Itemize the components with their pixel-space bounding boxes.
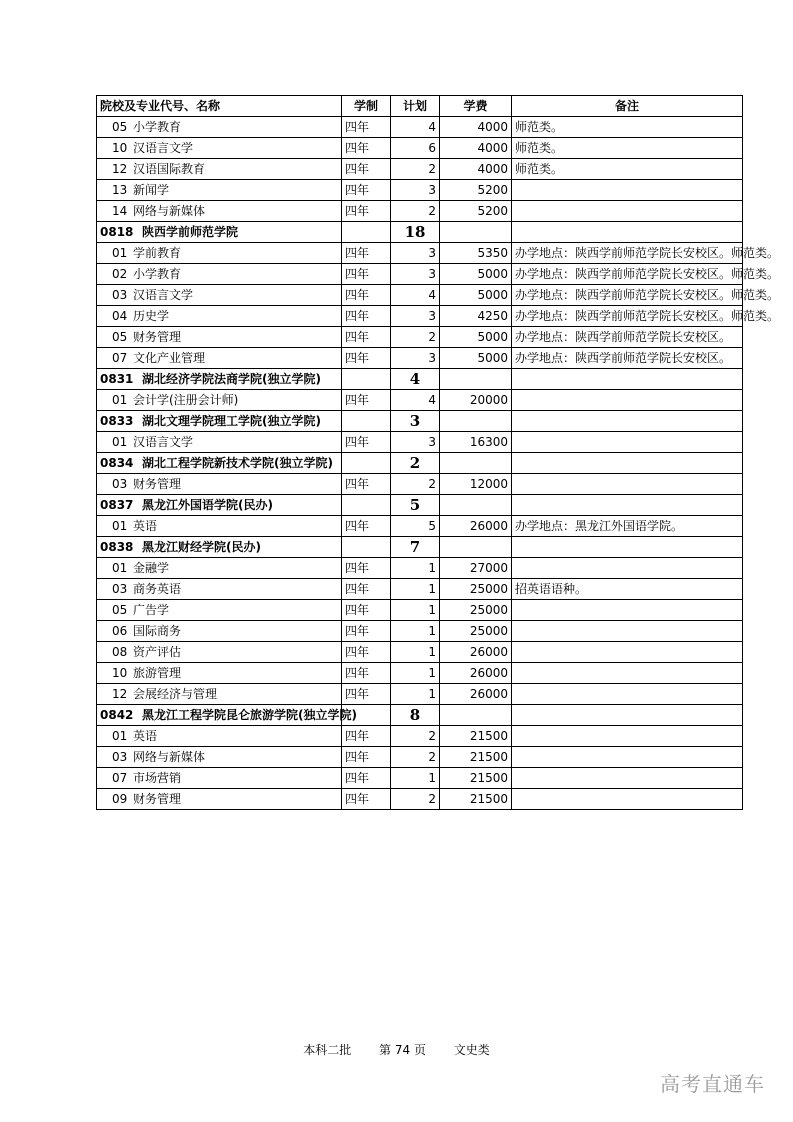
major-cell (97, 264, 342, 285)
major-name: 网络与新媒体 (133, 204, 206, 218)
plan-cell: 1 (391, 579, 440, 600)
major-code: 01 (112, 246, 128, 260)
school-code: 0842 (100, 708, 134, 722)
length-cell: 四年 (342, 432, 391, 453)
major-cell (97, 243, 342, 264)
major-row (97, 138, 743, 159)
major-code: 03 (112, 750, 128, 764)
major-name: 汉语言文学 (133, 435, 194, 449)
length-cell: 四年 (342, 579, 391, 600)
length-cell: 四年 (342, 243, 391, 264)
header-plan: 计划 (391, 96, 440, 117)
major-code: 01 (112, 729, 128, 743)
major-row (97, 327, 743, 348)
major-cell (97, 201, 342, 222)
length-cell: 四年 (342, 663, 391, 684)
plan-cell: 4 (391, 285, 440, 306)
major-row (97, 285, 743, 306)
page-footer (0, 1041, 793, 1058)
major-code: 09 (112, 792, 128, 806)
school-name: 陕西学前师范学院 (142, 225, 239, 239)
fee-cell: 12000 (440, 474, 512, 495)
major-name: 财务管理 (133, 477, 182, 491)
major-name: 历史学 (133, 309, 170, 323)
school-plan-cell: 4 (391, 369, 440, 390)
fee-cell: 20000 (440, 390, 512, 411)
note-cell: 办学地点：陕西学前师范学院长安校区。师范类。 (512, 306, 743, 327)
major-cell (97, 159, 342, 180)
major-cell (97, 117, 342, 138)
school-row (97, 222, 743, 243)
note-cell (512, 474, 743, 495)
length-cell: 四年 (342, 684, 391, 705)
footer-batch: 本科二批 (303, 1043, 352, 1057)
major-code: 10 (112, 141, 128, 155)
footer-page-number: 第 74 页 (379, 1043, 426, 1057)
major-cell (97, 285, 342, 306)
major-cell (97, 516, 342, 537)
plan-cell: 6 (391, 138, 440, 159)
plan-cell: 3 (391, 432, 440, 453)
school-plan-cell: 8 (391, 705, 440, 726)
plan-cell: 2 (391, 201, 440, 222)
fee-cell: 21500 (440, 747, 512, 768)
major-name: 广告学 (133, 603, 170, 617)
major-row (97, 663, 743, 684)
major-code: 04 (112, 309, 128, 323)
major-code: 07 (112, 771, 128, 785)
fee-cell: 5200 (440, 180, 512, 201)
major-row (97, 747, 743, 768)
major-name: 旅游管理 (133, 666, 182, 680)
length-cell: 四年 (342, 747, 391, 768)
major-cell (97, 621, 342, 642)
fee-cell: 4000 (440, 117, 512, 138)
fee-cell: 21500 (440, 726, 512, 747)
length-cell: 四年 (342, 516, 391, 537)
major-row (97, 432, 743, 453)
note-cell (512, 747, 743, 768)
plan-cell: 2 (391, 726, 440, 747)
major-cell (97, 747, 342, 768)
major-code: 01 (112, 519, 128, 533)
fee-cell: 25000 (440, 600, 512, 621)
note-cell: 办学地点：黑龙江外国语学院。 (512, 516, 743, 537)
major-code: 05 (112, 120, 128, 134)
major-row (97, 306, 743, 327)
fee-cell: 5200 (440, 201, 512, 222)
fee-cell (440, 222, 512, 243)
plan-cell: 4 (391, 117, 440, 138)
major-name: 会展经济与管理 (133, 687, 218, 701)
plan-cell: 3 (391, 180, 440, 201)
length-cell (342, 222, 391, 243)
length-cell: 四年 (342, 789, 391, 810)
major-code: 05 (112, 330, 128, 344)
note-cell (512, 726, 743, 747)
plan-cell: 2 (391, 327, 440, 348)
fee-cell: 26000 (440, 663, 512, 684)
note-cell (512, 369, 743, 390)
note-cell (512, 180, 743, 201)
major-cell (97, 138, 342, 159)
length-cell: 四年 (342, 327, 391, 348)
major-row (97, 474, 743, 495)
major-row (97, 159, 743, 180)
major-row (97, 390, 743, 411)
length-cell: 四年 (342, 621, 391, 642)
fee-cell: 4000 (440, 159, 512, 180)
fee-cell (440, 705, 512, 726)
note-cell (512, 495, 743, 516)
school-name: 黑龙江工程学院昆仑旅游学院(独立学院) (142, 708, 357, 722)
major-cell (97, 180, 342, 201)
school-cell (97, 537, 342, 558)
note-cell: 师范类。 (512, 138, 743, 159)
note-cell (512, 411, 743, 432)
length-cell: 四年 (342, 138, 391, 159)
fee-cell: 5000 (440, 348, 512, 369)
major-cell (97, 579, 342, 600)
fee-cell: 26000 (440, 642, 512, 663)
major-cell (97, 684, 342, 705)
fee-cell: 5000 (440, 285, 512, 306)
major-row (97, 621, 743, 642)
major-code: 01 (112, 393, 128, 407)
major-name: 英语 (133, 519, 158, 533)
school-plan-cell: 18 (391, 222, 440, 243)
length-cell (342, 453, 391, 474)
major-code: 06 (112, 624, 128, 638)
length-cell: 四年 (342, 180, 391, 201)
length-cell: 四年 (342, 117, 391, 138)
school-name: 湖北经济学院法商学院(独立学院) (142, 372, 321, 386)
plan-cell: 1 (391, 684, 440, 705)
major-name: 财务管理 (133, 792, 182, 806)
note-cell: 办学地点：陕西学前师范学院长安校区。 (512, 348, 743, 369)
school-name: 黑龙江财经学院(民办) (142, 540, 261, 554)
major-row (97, 117, 743, 138)
fee-cell: 4250 (440, 306, 512, 327)
header-name: 院校及专业代号、名称 (97, 96, 342, 117)
school-cell (97, 705, 357, 726)
plan-cell: 4 (391, 390, 440, 411)
footer-category: 文史类 (453, 1043, 490, 1057)
note-cell (512, 684, 743, 705)
school-code: 0834 (100, 456, 134, 470)
note-cell: 招英语语种。 (512, 579, 743, 600)
length-cell: 四年 (342, 726, 391, 747)
major-name: 资产评估 (133, 645, 182, 659)
note-cell: 办学地点：陕西学前师范学院长安校区。师范类。 (512, 243, 743, 264)
major-cell (97, 306, 342, 327)
school-plan-cell: 5 (391, 495, 440, 516)
school-row (97, 705, 743, 726)
school-cell (97, 369, 342, 390)
plan-cell: 1 (391, 768, 440, 789)
major-code: 10 (112, 666, 128, 680)
major-cell (97, 390, 342, 411)
length-cell: 四年 (342, 474, 391, 495)
note-cell (512, 621, 743, 642)
length-cell: 四年 (342, 768, 391, 789)
major-name: 小学教育 (133, 120, 182, 134)
school-plan-cell: 2 (391, 453, 440, 474)
major-cell (97, 768, 342, 789)
major-row (97, 348, 743, 369)
note-cell (512, 768, 743, 789)
length-cell: 四年 (342, 264, 391, 285)
major-code: 05 (112, 603, 128, 617)
major-name: 汉语言文学 (133, 288, 194, 302)
plan-cell: 1 (391, 558, 440, 579)
school-cell (97, 411, 342, 432)
school-plan-cell: 7 (391, 537, 440, 558)
major-name: 英语 (133, 729, 158, 743)
major-cell (97, 432, 342, 453)
major-name: 网络与新媒体 (133, 750, 206, 764)
major-name: 汉语国际教育 (133, 162, 206, 176)
note-cell (512, 642, 743, 663)
major-name: 汉语言文学 (133, 141, 194, 155)
table-header-row (97, 96, 743, 117)
school-plan-cell: 3 (391, 411, 440, 432)
major-name: 市场营销 (133, 771, 182, 785)
note-cell (512, 663, 743, 684)
fee-cell: 4000 (440, 138, 512, 159)
major-cell (97, 348, 342, 369)
major-name: 金融学 (133, 561, 170, 575)
major-row (97, 264, 743, 285)
plan-cell: 2 (391, 789, 440, 810)
fee-cell: 5000 (440, 327, 512, 348)
note-cell (512, 789, 743, 810)
plan-cell: 2 (391, 747, 440, 768)
major-row (97, 768, 743, 789)
school-row (97, 537, 743, 558)
fee-cell: 5000 (440, 264, 512, 285)
length-cell: 四年 (342, 201, 391, 222)
major-code: 01 (112, 435, 128, 449)
plan-cell: 3 (391, 243, 440, 264)
major-code: 03 (112, 288, 128, 302)
length-cell: 四年 (342, 642, 391, 663)
fee-cell (440, 495, 512, 516)
school-cell (97, 453, 342, 474)
major-row (97, 243, 743, 264)
major-code: 03 (112, 582, 128, 596)
note-cell: 办学地点：陕西学前师范学院长安校区。 (512, 327, 743, 348)
major-row (97, 201, 743, 222)
length-cell (342, 369, 391, 390)
length-cell (342, 495, 391, 516)
length-cell: 四年 (342, 306, 391, 327)
school-code: 0818 (100, 225, 134, 239)
header-length: 学制 (342, 96, 391, 117)
school-code: 0838 (100, 540, 134, 554)
major-name: 会计学(注册会计师) (133, 393, 239, 407)
plan-cell: 3 (391, 264, 440, 285)
major-name: 商务英语 (133, 582, 182, 596)
fee-cell: 5350 (440, 243, 512, 264)
major-code: 02 (112, 267, 128, 281)
major-code: 03 (112, 477, 128, 491)
length-cell (342, 411, 391, 432)
major-row (97, 180, 743, 201)
school-code: 0833 (100, 414, 134, 428)
major-cell (97, 327, 342, 348)
major-row (97, 600, 743, 621)
major-row (97, 684, 743, 705)
fee-cell: 21500 (440, 768, 512, 789)
school-cell (97, 222, 342, 243)
fee-cell: 26000 (440, 684, 512, 705)
major-row (97, 579, 743, 600)
major-name: 学前教育 (133, 246, 182, 260)
school-code: 0831 (100, 372, 134, 386)
school-name: 湖北文理学院理工学院(独立学院) (142, 414, 321, 428)
major-code: 13 (112, 183, 128, 197)
plan-cell: 2 (391, 159, 440, 180)
plan-cell: 2 (391, 474, 440, 495)
note-cell (512, 558, 743, 579)
fee-cell (440, 411, 512, 432)
major-name: 文化产业管理 (133, 351, 206, 365)
length-cell (342, 537, 391, 558)
note-cell (512, 390, 743, 411)
plan-cell: 1 (391, 600, 440, 621)
major-row (97, 789, 743, 810)
plan-cell: 1 (391, 621, 440, 642)
length-cell: 四年 (342, 348, 391, 369)
enrollment-plan-table (96, 95, 780, 810)
fee-cell: 16300 (440, 432, 512, 453)
major-row (97, 516, 743, 537)
major-code: 08 (112, 645, 128, 659)
length-cell: 四年 (342, 285, 391, 306)
note-cell (512, 201, 743, 222)
note-cell: 师范类。 (512, 159, 743, 180)
plan-cell: 1 (391, 642, 440, 663)
fee-cell (440, 369, 512, 390)
major-row (97, 726, 743, 747)
major-cell (97, 558, 342, 579)
major-cell (97, 726, 342, 747)
major-cell (97, 642, 342, 663)
header-note: 备注 (512, 96, 743, 117)
school-code: 0837 (100, 498, 134, 512)
school-row (97, 453, 743, 474)
watermark: 高考直通车 (660, 1072, 765, 1096)
major-cell (97, 663, 342, 684)
major-cell (97, 474, 342, 495)
plan-cell: 3 (391, 348, 440, 369)
length-cell: 四年 (342, 600, 391, 621)
length-cell: 四年 (342, 159, 391, 180)
note-cell: 办学地点：陕西学前师范学院长安校区。师范类。 (512, 285, 743, 306)
school-name: 黑龙江外国语学院(民办) (142, 498, 273, 512)
school-row (97, 369, 743, 390)
major-cell (97, 789, 342, 810)
note-cell (512, 537, 743, 558)
note-cell (512, 705, 743, 726)
fee-cell: 25000 (440, 621, 512, 642)
note-cell (512, 432, 743, 453)
school-row (97, 495, 743, 516)
major-name: 财务管理 (133, 330, 182, 344)
note-cell (512, 453, 743, 474)
fee-cell: 26000 (440, 516, 512, 537)
plan-cell: 5 (391, 516, 440, 537)
major-row (97, 642, 743, 663)
major-code: 12 (112, 162, 128, 176)
note-cell (512, 600, 743, 621)
header-fee: 学费 (440, 96, 512, 117)
major-name: 小学教育 (133, 267, 182, 281)
fee-cell: 25000 (440, 579, 512, 600)
major-cell (97, 600, 342, 621)
major-code: 01 (112, 561, 128, 575)
plan-cell: 1 (391, 663, 440, 684)
major-code: 14 (112, 204, 128, 218)
fee-cell: 27000 (440, 558, 512, 579)
school-name: 湖北工程学院新技术学院(独立学院) (142, 456, 333, 470)
school-cell (97, 495, 342, 516)
major-code: 07 (112, 351, 128, 365)
fee-cell: 21500 (440, 789, 512, 810)
major-name: 新闻学 (133, 183, 170, 197)
note-cell: 办学地点：陕西学前师范学院长安校区。师范类。 (512, 264, 743, 285)
plan-cell: 3 (391, 306, 440, 327)
note-cell: 师范类。 (512, 117, 743, 138)
length-cell: 四年 (342, 390, 391, 411)
length-cell: 四年 (342, 558, 391, 579)
note-cell (512, 222, 743, 243)
major-name: 国际商务 (133, 624, 182, 638)
major-code: 12 (112, 687, 128, 701)
fee-cell (440, 537, 512, 558)
school-row (97, 411, 743, 432)
major-row (97, 558, 743, 579)
fee-cell (440, 453, 512, 474)
